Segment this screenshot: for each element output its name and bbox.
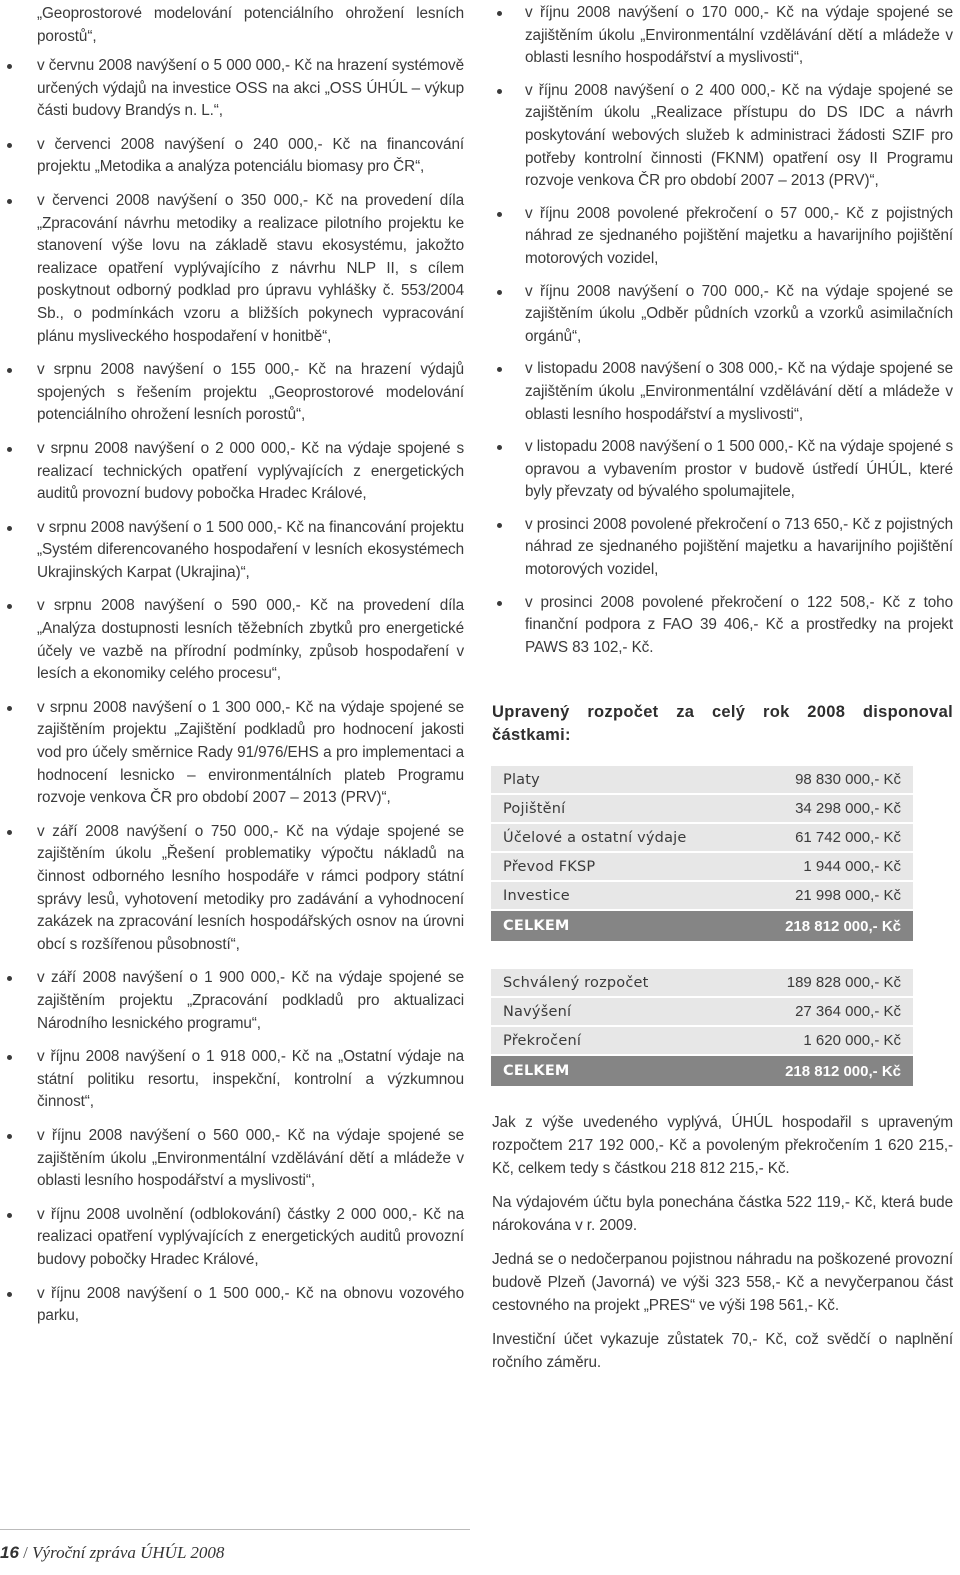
- bullet-icon: [7, 830, 12, 835]
- row-value: 34 298 000,- Kč: [795, 800, 901, 818]
- list-item-text: v prosinci 2008 povolené překročení o 122 508,- Kč z toho finanční podpora z FAO 39 406,- Kč a prostředky na projekt PAWS 83 102,- Kč.: [525, 593, 953, 656]
- total-value: 218 812 000,- Kč: [785, 1062, 901, 1080]
- bullet-icon: [7, 64, 12, 69]
- table-row: [491, 853, 913, 880]
- table-row: [491, 969, 913, 996]
- list-item-text: v srpnu 2008 navýšení o 2 000 000,- Kč na výdaje spojené s realizací technických opatření vyplývajících z energetických auditů provozní budovy pobočka Hradec Králové,: [37, 439, 464, 503]
- list-item: [16, 595, 464, 685]
- bullet-icon: [7, 1134, 12, 1139]
- bullet-icon: [497, 367, 502, 372]
- row-value: 1 944 000,- Kč: [803, 858, 901, 876]
- bullet-icon: [497, 523, 502, 528]
- footer-title: Výroční zpráva ÚHÚL 2008: [32, 1543, 225, 1562]
- list-item: [496, 281, 953, 349]
- list-item: [496, 436, 953, 504]
- list-item: [496, 592, 953, 660]
- list-item-text: v červenci 2008 navýšení o 350 000,- Kč na provedení díla „Zpracování návrhu metodiky a realizace pilotního projektu ke stanovení výše lovu na základě stavu ekosystému, jakožto realizace opatření vyplývajícího z návrhu NLP II, s cílem poskytnout odborný podklad pro úpravu vyhlášky č. 553/2004 Sb., o podmínkách vzoru a bližších pokynech vypracování plánu mysliveckého hospodaření v honitbě“,: [37, 191, 464, 345]
- bullet-icon: [497, 89, 502, 94]
- table-row: [491, 882, 913, 909]
- footer-divider: [0, 1529, 470, 1530]
- bullet-icon: [7, 1292, 12, 1297]
- list-item-text: v srpnu 2008 navýšení o 1 500 000,- Kč na financování projektu „Systém diferencovaného hospodaření v lesních ekosystémech Ukrajinských Karpat (Ukrajina)“,: [37, 518, 464, 581]
- bullet-icon: [7, 706, 12, 711]
- list-item-text: v listopadu 2008 navýšení o 1 500 000,- Kč na výdaje spojené s opravou a vybavením prostor v budově ústředí ÚHÚL, které byly převzaty od bývalého spolumajitele,: [525, 438, 953, 501]
- total-label: CELKEM: [503, 1063, 570, 1080]
- list-item: [496, 2, 953, 70]
- list-item-text: v říjnu 2008 navýšení o 1 500 000,- Kč na obnovu vozového parku,: [37, 1284, 464, 1325]
- left-column: [16, 0, 464, 1328]
- budget-heading: Upravený rozpočet za celý rok 2008 disponoval částkami:: [492, 703, 953, 745]
- list-item: [16, 359, 464, 427]
- list-item-text: v říjnu 2008 navýšení o 1 918 000,- Kč na „Ostatní výdaje na státní politiku resortu, inspekční, kontrolní a výzkumnou činnost“,: [37, 1048, 464, 1111]
- bullet-icon: [7, 526, 12, 531]
- bullet-icon: [7, 1055, 12, 1060]
- bullet-icon: [7, 1213, 12, 1218]
- summary-paragraphs: [491, 1112, 953, 1374]
- list-item-text: v srpnu 2008 navýšení o 590 000,- Kč na provedení díla „Analýza dostupnosti lesních těžebních zbytků pro energetické účely ve vazbě na přírodní podmínky, způsob hospodaření v lesích a ekonomiky celého procesu“,: [37, 597, 464, 683]
- table-total-row: [491, 1056, 913, 1086]
- row-label: Schválený rozpočet: [503, 974, 649, 991]
- budget-table: [491, 766, 913, 941]
- list-item-text: v červenci 2008 navýšení o 240 000,- Kč na financování projektu „Metodika a analýza potenciálu biomasy pro ČR“,: [37, 135, 464, 176]
- row-label: Pojištění: [503, 800, 566, 817]
- page-number: 16: [0, 1543, 19, 1562]
- list-item: [16, 438, 464, 506]
- row-value: 61 742 000,- Kč: [795, 829, 901, 847]
- list-item: [496, 80, 953, 193]
- row-label: Účelové a ostatní výdaje: [503, 829, 687, 846]
- bullet-icon: [497, 212, 502, 217]
- row-value: 189 828 000,- Kč: [786, 974, 901, 992]
- list-item-text: v říjnu 2008 uvolnění (odblokování) částky 2 000 000,- Kč na realizaci opatření vyplývajících z energetických auditů provozní budovy pobočky Hradec Králové,: [37, 1205, 464, 1268]
- list-item-text: v červnu 2008 navýšení o 5 000 000,- Kč na hrazení systémově určených výdajů na investice OSS na akci „OSS ÚHÚL – výkup části budovy Brandýs n. L.“,: [37, 57, 464, 120]
- list-item: [16, 517, 464, 585]
- list-item-text: v září 2008 navýšení o 750 000,- Kč na výdaje spojené se zajištěním úkolu „Řešení problematiky výpočtu nákladů na činnost odborného lesního hospodáře v rámci podpory státní správy lesů, vyhotovení metodiky pro zadávání a vyhodnocení zakázek na zpracování lesních hospodářských osnov na úrovni obcí s rozšířenou působností“,: [37, 822, 464, 953]
- list-item-text: v listopadu 2008 navýšení o 308 000,- Kč na výdaje spojené se zajištěním úkolu „Environmentální vzdělávání dětí a mládeže v oblasti lesního hospodářství a myslivosti“,: [525, 360, 953, 423]
- list-item-text: v říjnu 2008 navýšení o 170 000,- Kč na výdaje spojené se zajištěním úkolu „Environmentální vzdělávání dětí a mládeže v oblasti lesního hospodářství a myslivosti“,: [525, 4, 953, 67]
- bullet-icon: [497, 290, 502, 295]
- list-item: [16, 190, 464, 348]
- list-item: [16, 1125, 464, 1193]
- paragraph: Jedná se o nedočerpanou pojistnou náhradu na poškozené provozní budově Plzeň (Javorná) ve výši 323 558,- Kč a nevyčerpanou část cestovného na projekt „PRES“ ve výši 198 561,- Kč.: [492, 1251, 953, 1314]
- left-bullet-list: [16, 55, 464, 1328]
- paragraph: Na výdajovém účtu byla ponechána částka 522 119,- Kč, která bude nárokována v r. 2009.: [492, 1194, 953, 1234]
- bullet-icon: [497, 445, 502, 450]
- list-item: [16, 1204, 464, 1272]
- table-row: [491, 766, 913, 793]
- list-item-text: v srpnu 2008 navýšení o 155 000,- Kč na hrazení výdajů spojených s řešením projektu „Geoprostorové modelování potenciálního ohrožení lesních porostů“,: [37, 361, 464, 424]
- page-footer: [0, 1543, 224, 1563]
- right-bullet-list: [491, 2, 953, 659]
- footer-separator: /: [23, 1543, 28, 1562]
- bullet-icon: [7, 199, 12, 204]
- list-item: [16, 1283, 464, 1328]
- bullet-icon: [7, 604, 12, 609]
- table-row: [491, 824, 913, 851]
- list-item: [16, 134, 464, 179]
- bullet-icon: [7, 447, 12, 452]
- bullet-icon: [7, 143, 12, 148]
- list-item: [16, 1046, 464, 1114]
- row-value: 27 364 000,- Kč: [795, 1003, 901, 1021]
- list-item: [496, 203, 953, 271]
- table-row: [491, 795, 913, 822]
- list-item-text: v prosinci 2008 povolené překročení o 713 650,- Kč z pojistných náhrad ze sjednaného pojištění majetku a havarijního pojištění motorových vozidel,: [525, 515, 953, 579]
- list-item-text: v říjnu 2008 navýšení o 700 000,- Kč na výdaje spojené se zajištěním úkolu „Odběr půdních vzorků a vzorků asimilačních orgánů“,: [525, 282, 953, 345]
- list-item-text: v říjnu 2008 povolené překročení o 57 000,- Kč z pojistných náhrad ze sjednaného pojištění majetku a havarijního pojištění motorových vozidel,: [525, 204, 953, 267]
- list-item: [496, 514, 953, 582]
- list-item-text: v srpnu 2008 navýšení o 1 300 000,- Kč na výdaje spojené se zajištěním projektu „Zajištění podkladů pro hodnocení jakosti vod pro účely směrnice Rady 91/976/EHS a pro implementaci a hodnocení lesnicko – environmentálních plateb Programu rozvoje venkova ČR pro období 2007 – 2013 (PRV)“,: [37, 698, 464, 807]
- paragraph: Jak z výše uvedeného vyplývá, ÚHÚL hospodařil s upraveným rozpočtem 217 192 000,- Kč a povoleným překročením 1 620 215,- Kč, celkem tedy s částkou 218 812 215,- Kč.: [492, 1114, 953, 1177]
- total-label: CELKEM: [503, 918, 570, 935]
- row-label: Platy: [503, 771, 540, 788]
- list-item: [16, 697, 464, 810]
- row-value: 1 620 000,- Kč: [803, 1032, 901, 1050]
- list-item-text: v říjnu 2008 navýšení o 2 400 000,- Kč na výdaje spojené se zajištěním úkolu „Realizace přístupu do DS IDC a návrh poskytování webových služeb k administraci žádosti SZIF pro potřeby kontrolní činnosti (FKNM) opatření osy II Programu rozvoje venkova ČR pro období 2007 – 2013 (PRV)“,: [525, 81, 953, 190]
- list-item: [16, 967, 464, 1035]
- row-label: Převod FKSP: [503, 858, 596, 875]
- bullet-icon: [7, 368, 12, 373]
- budget-summary-table: [491, 969, 913, 1086]
- total-value: 218 812 000,- Kč: [785, 917, 901, 935]
- bullet-icon: [497, 11, 502, 16]
- row-label: Překročení: [503, 1032, 582, 1049]
- table-total-row: [491, 911, 913, 941]
- row-value: 21 998 000,- Kč: [795, 887, 901, 905]
- list-item-text: v říjnu 2008 navýšení o 560 000,- Kč na výdaje spojené se zajištěním úkolu „Environmentální vzdělávání dětí a mládeže v oblasti lesního hospodářství a myslivosti“,: [37, 1126, 464, 1190]
- list-item: [16, 821, 464, 957]
- list-item: [16, 55, 464, 123]
- table-row: [491, 1027, 913, 1054]
- row-label: Navýšení: [503, 1003, 572, 1020]
- paragraph: Investiční účet vykazuje zůstatek 70,- Kč, což svědčí o naplnění ročního záměru.: [492, 1331, 953, 1371]
- row-value: 98 830 000,- Kč: [795, 771, 901, 789]
- list-item-text: v září 2008 navýšení o 1 900 000,- Kč na výdaje spojené se zajištěním projektu „Zpracování podkladů pro aktualizaci Národního lesnického programu“,: [37, 969, 464, 1032]
- list-item: [496, 358, 953, 426]
- bullet-icon: [497, 601, 502, 606]
- right-column: [491, 0, 953, 1386]
- bullet-icon: [7, 976, 12, 981]
- row-label: Investice: [503, 887, 570, 904]
- table-row: [491, 998, 913, 1025]
- continued-text: „Geoprostorové modelování potenciálního ohrožení lesních porostů“,: [37, 5, 464, 45]
